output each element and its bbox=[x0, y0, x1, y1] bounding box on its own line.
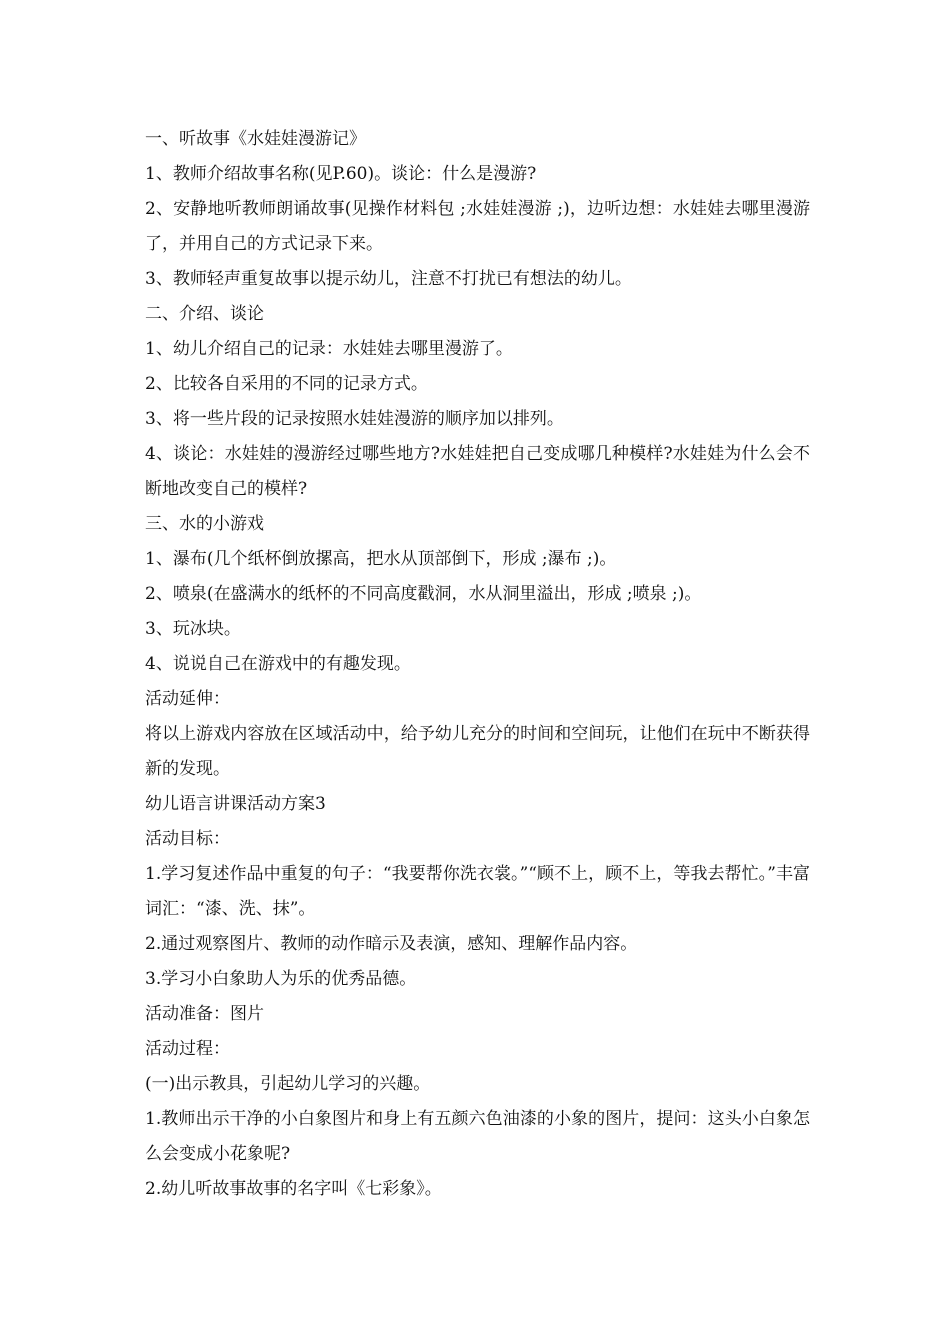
list-item: 2、安静地听教师朗诵故事(见操作材料包 ;水娃娃漫游 ;)，边听边想：水娃娃去哪里漫游了，并用自己的方式记录下来。 bbox=[145, 199, 810, 254]
heading-goals: 活动目标： bbox=[145, 829, 230, 849]
list-item: 1.学习复述作品中重复的句子：“我要帮你洗衣裳。”“顾不上，顾不上，等我去帮忙。”丰富词汇：“漆、洗、抹”。 bbox=[145, 864, 810, 919]
heading-water-games: 三、水的小游戏 bbox=[145, 514, 264, 534]
list-item: 4、说说自己在游戏中的有趣发现。 bbox=[145, 654, 411, 674]
list-item: 3、玩冰块。 bbox=[145, 619, 241, 639]
list-item: 2.幼儿听故事故事的名字叫《七彩象》。 bbox=[145, 1179, 442, 1199]
list-item: 1.教师出示干净的小白象图片和身上有五颜六色油漆的小象的图片，提问：这头小白象怎么会变成小花象呢? bbox=[145, 1109, 810, 1164]
subheading: (一)出示教具，引起幼儿学习的兴趣。 bbox=[145, 1074, 431, 1094]
heading-process: 活动过程： bbox=[145, 1039, 230, 1059]
list-item: 1、教师介绍故事名称(见P.60)。谈论：什么是漫游? bbox=[145, 164, 537, 184]
paragraph: 将以上游戏内容放在区域活动中，给予幼儿充分的时间和空间玩，让他们在玩中不断获得新的发现。 bbox=[145, 724, 810, 779]
heading-discussion: 二、介绍、谈论 bbox=[145, 304, 264, 324]
heading-extension: 活动延伸： bbox=[145, 689, 230, 709]
list-item: 2、比较各自采用的不同的记录方式。 bbox=[145, 374, 428, 394]
list-item: 3.学习小白象助人为乐的优秀品德。 bbox=[145, 969, 417, 989]
list-item: 3、将一些片段的记录按照水娃娃漫游的顺序加以排列。 bbox=[145, 409, 564, 429]
list-item: 1、幼儿介绍自己的记录：水娃娃去哪里漫游了。 bbox=[145, 339, 513, 359]
list-item: 4、谈论：水娃娃的漫游经过哪些地方?水娃娃把自己变成哪几种模样?水娃娃为什么会不断地改变自己的模样? bbox=[145, 444, 810, 499]
section-title: 幼儿语言讲课活动方案3 bbox=[145, 794, 326, 814]
heading-story: 一、听故事《水娃娃漫游记》 bbox=[145, 129, 366, 149]
list-item: 3、教师轻声重复故事以提示幼儿，注意不打扰已有想法的幼儿。 bbox=[145, 269, 632, 289]
list-item: 2、喷泉(在盛满水的纸杯的不同高度戳洞，水从洞里溢出，形成 ;喷泉 ;)。 bbox=[145, 584, 702, 604]
document-body bbox=[145, 122, 810, 1207]
list-item: 1、瀑布(几个纸杯倒放摞高，把水从顶部倒下，形成 ;瀑布 ;)。 bbox=[145, 549, 617, 569]
heading-preparation: 活动准备：图片 bbox=[145, 1004, 264, 1024]
list-item: 2.通过观察图片、教师的动作暗示及表演，感知、理解作品内容。 bbox=[145, 934, 638, 954]
